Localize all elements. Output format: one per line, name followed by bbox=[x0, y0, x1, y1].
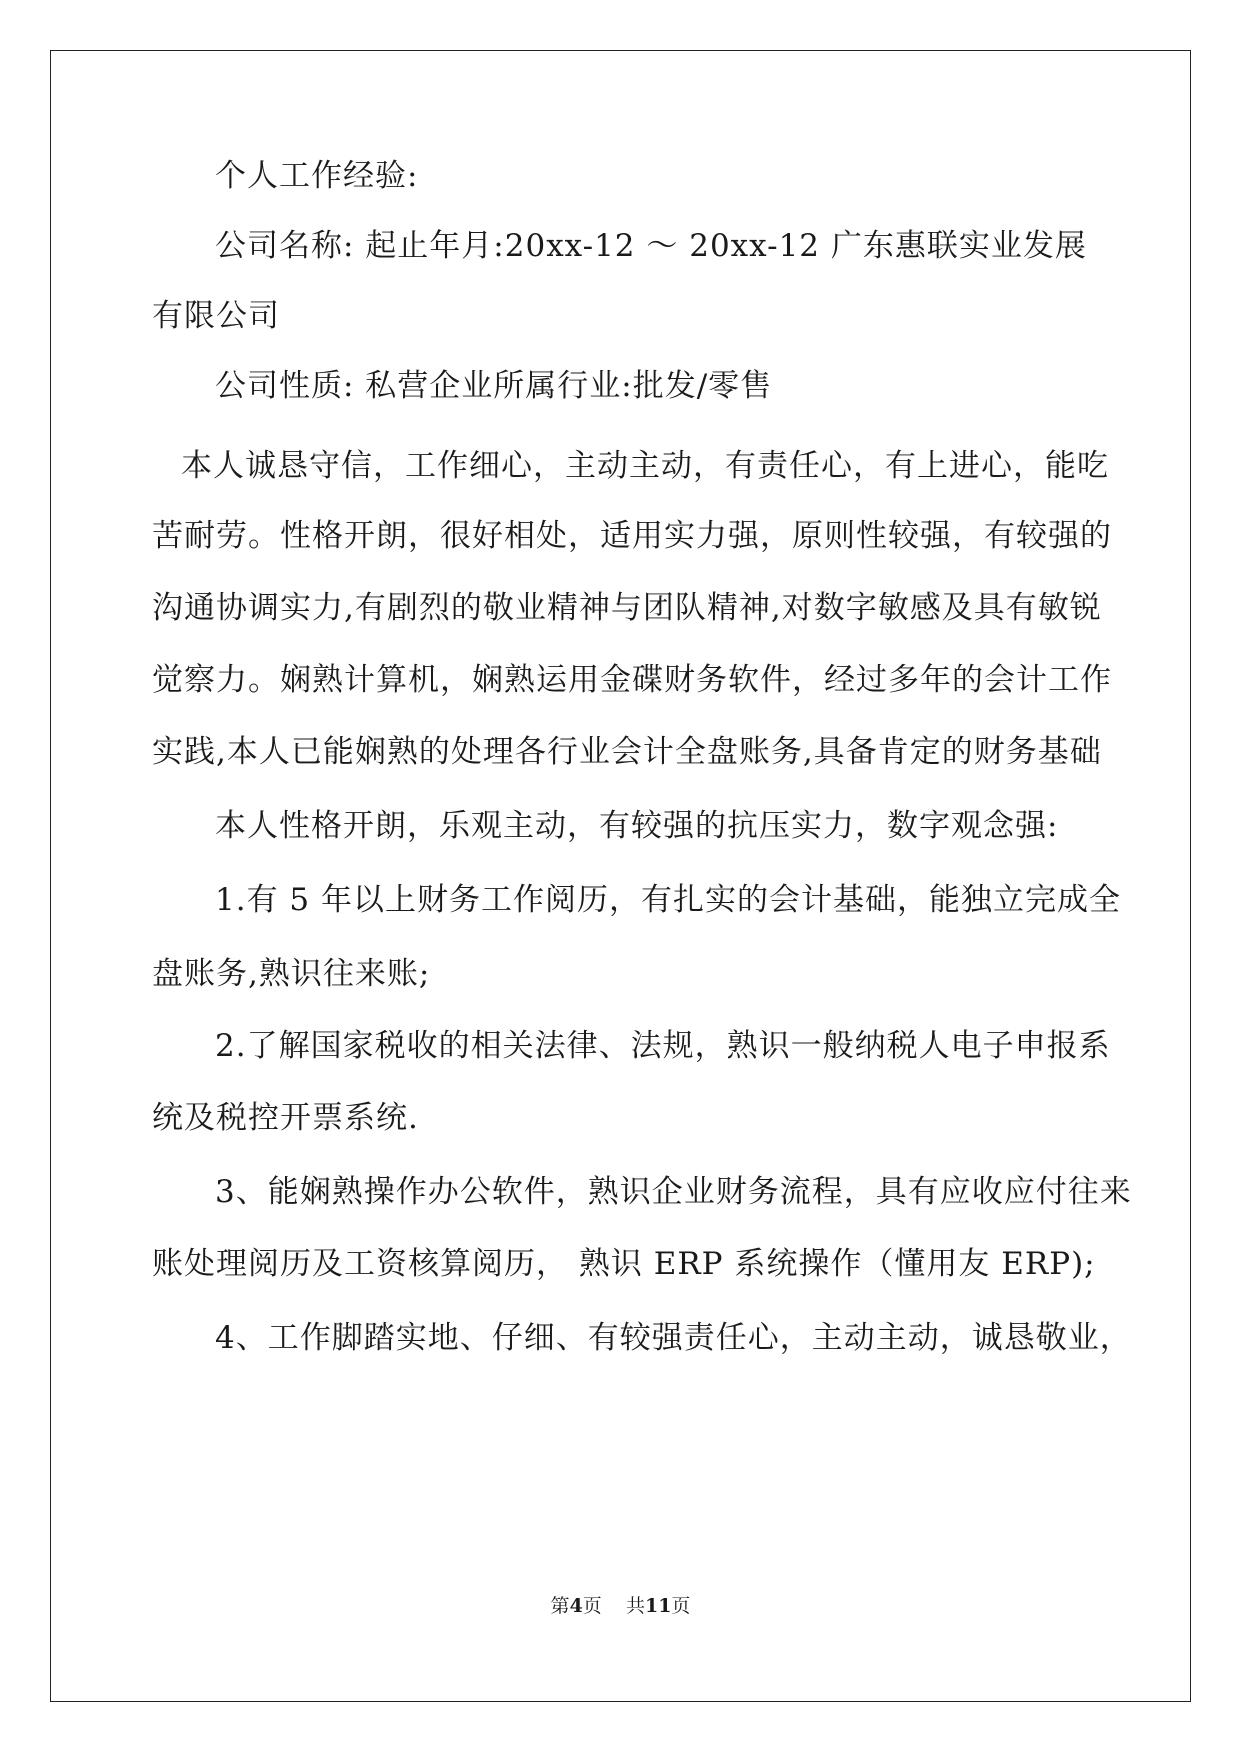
list-item-4: 4、工作脚踏实地、仔细、有较强责任心，主动主动，诚恳敬业， bbox=[215, 1320, 1132, 1356]
list-item-2-cont: 统及税控开票系统. bbox=[152, 1100, 419, 1136]
paragraph-line: 本人诚恳守信，工作细心，主动主动，有责任心，有上进心，能吃 bbox=[181, 448, 1109, 484]
page-footer bbox=[0, 1594, 1241, 1618]
footer-mid: 页 共 bbox=[582, 1595, 645, 1617]
company-type-line: 公司性质: 私营企业所属行业:批发/零售 bbox=[215, 368, 773, 404]
paragraph-line: 苦耐劳。性格开朗，很好相处，适用实力强，原则性较强，有较强的 bbox=[152, 518, 1112, 554]
paragraph-line: 实践,本人已能娴熟的处理各行业会计全盘账务,具备肯定的财务基础 bbox=[152, 734, 1102, 770]
footer-prefix: 第 bbox=[550, 1595, 570, 1617]
paragraph-line: 本人性格开朗，乐观主动，有较强的抗压实力，数字观念强: bbox=[215, 808, 1059, 844]
list-item-1-cont: 盘账务,熟识往来账; bbox=[152, 956, 431, 992]
total-pages-number: 11 bbox=[644, 1595, 672, 1617]
current-page-number: 4 bbox=[569, 1595, 583, 1617]
paragraph-line: 觉察力。娴熟计算机，娴熟运用金碟财务软件，经过多年的会计工作 bbox=[152, 662, 1112, 698]
company-name-line-cont: 有限公司 bbox=[152, 298, 280, 334]
footer-suffix: 页 bbox=[671, 1595, 691, 1617]
paragraph-line: 沟通协调实力,有剧烈的敬业精神与团队精神,对数字敏感及具有敏锐 bbox=[152, 590, 1102, 626]
list-item-3: 3、能娴熟操作办公软件，熟识企业财务流程，具有应收应付往来 bbox=[215, 1174, 1132, 1210]
section-heading: 个人工作经验: bbox=[215, 158, 419, 194]
list-item-2: 2.了解国家税收的相关法律、法规，熟识一般纳税人电子申报系 bbox=[215, 1028, 1111, 1064]
list-item-3-cont: 账处理阅历及工资核算阅历， 熟识 ERP 系统操作（懂用友 ERP); bbox=[152, 1246, 1096, 1282]
list-item-1: 1.有 5 年以上财务工作阅历，有扎实的会计基础，能独立完成全 bbox=[215, 882, 1122, 918]
company-name-line: 公司名称: 起止年月:20xx-12 ～ 20xx-12 广东惠联实业发展 bbox=[215, 228, 1087, 264]
